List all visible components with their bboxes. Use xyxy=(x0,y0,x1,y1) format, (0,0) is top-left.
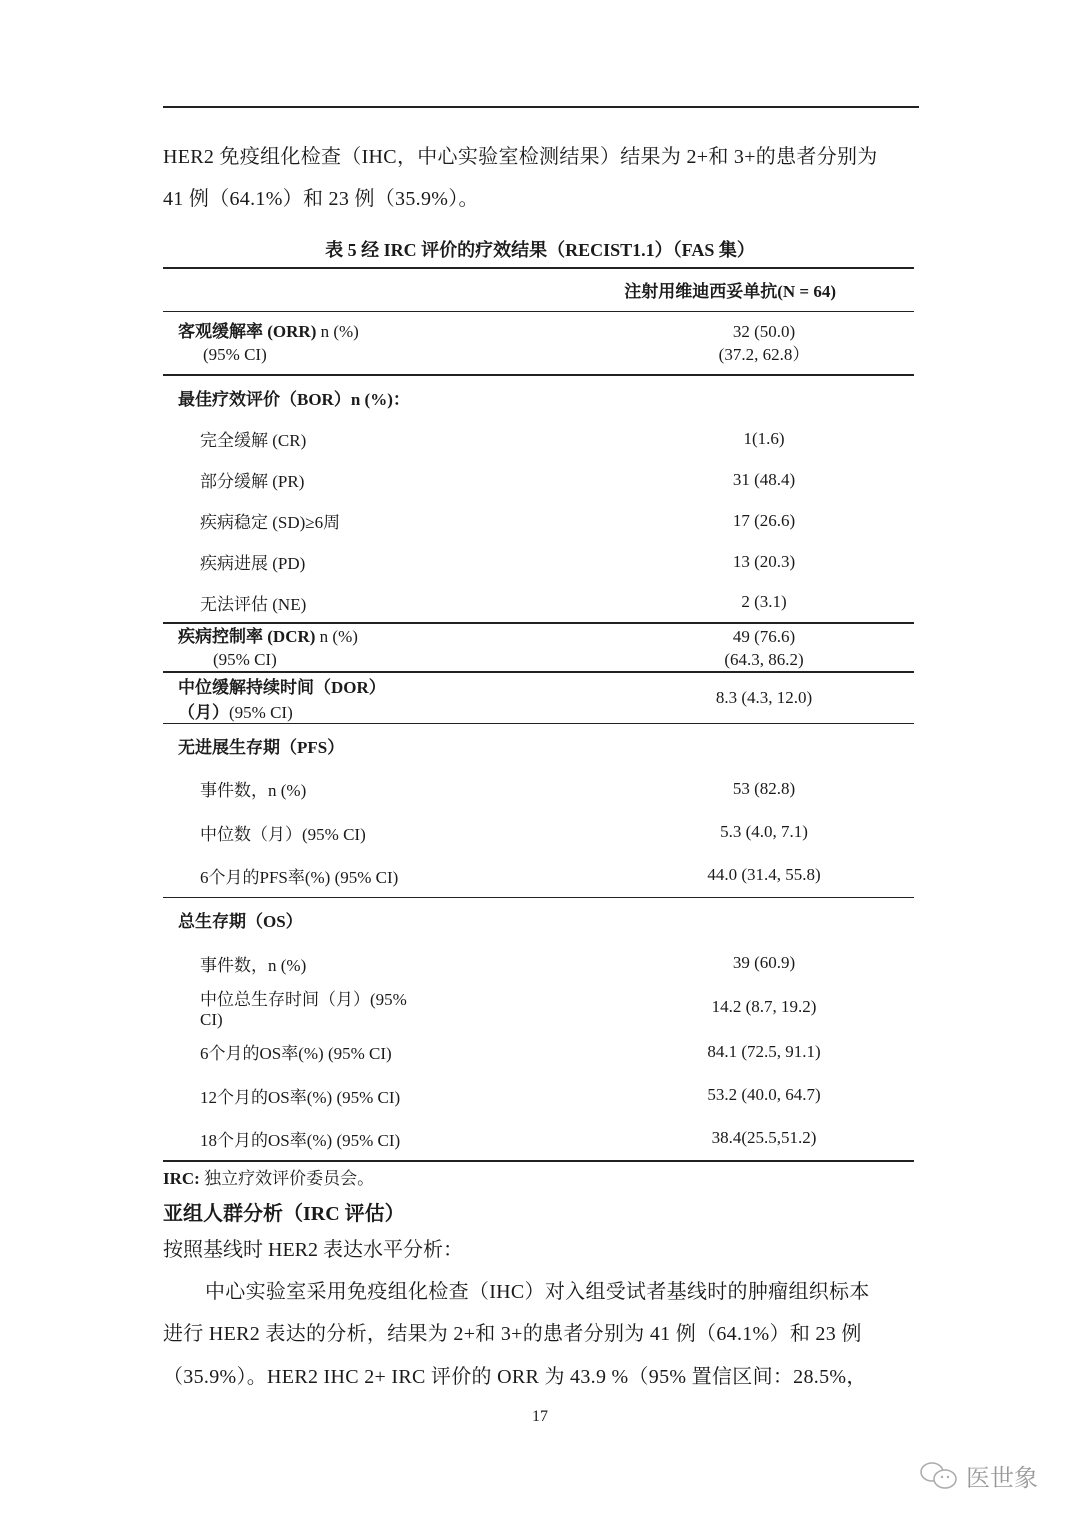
row-value: 14.2 (8.7, 19.2) xyxy=(711,997,817,1016)
row-label: 12个月的OS率(%) (95% CI) xyxy=(200,1087,401,1107)
table-row-pfs-header xyxy=(163,724,914,767)
page-number: 17 xyxy=(532,1408,548,1425)
table-row xyxy=(163,811,914,854)
paragraph-line-3: （35.9%）。HER2 IHC 2+ IRC 评价的 ORR 为 43.9 %（95% 置信区间：28.5%， xyxy=(163,1366,867,1388)
paragraph-line-1: 中心实验室采用免疫组化检查（IHC）对入组受试者基线时的肿瘤组织标本 xyxy=(205,1281,870,1303)
row-value: 2 (3.1) xyxy=(741,592,787,611)
row-label: 事件数，n (%) xyxy=(200,781,307,800)
row-label: 中位总生存时间（月）(95% CI) xyxy=(200,989,407,1029)
table-row xyxy=(163,541,914,582)
footnote-abbr: IRC: xyxy=(163,1169,200,1188)
row-label: 部分缓解 (PR) xyxy=(200,472,305,491)
watermark-text: 医世象 xyxy=(966,1464,1038,1492)
row-value: 53.2 (40.0, 64.7) xyxy=(707,1085,821,1104)
row-value: 39 (60.9) xyxy=(732,953,796,972)
dor-label: 中位缓解持续时间（DOR）（月） xyxy=(178,678,386,722)
table-row-os-header xyxy=(163,898,914,942)
table-row xyxy=(163,1030,914,1074)
table-row-bor-header xyxy=(163,375,914,418)
column-header: 注射用维迪西妥单抗(N = 64) xyxy=(414,268,914,311)
orr-ci-label: (95% CI) xyxy=(203,344,267,364)
orr-label: 客观缓解率 (ORR) xyxy=(178,321,317,341)
dcr-ci: (64.3, 86.2) xyxy=(724,649,804,669)
intro-line-2: 41 例（64.1%）和 23 例（35.9%）。 xyxy=(163,188,479,210)
table-row xyxy=(163,854,914,898)
table-row xyxy=(163,942,914,985)
table-row xyxy=(163,767,914,811)
table-row xyxy=(163,418,914,459)
row-value: 38.4(25.5,51.2) xyxy=(414,1117,914,1161)
footnote-text: 独立疗效评价委员会。 xyxy=(199,1169,375,1188)
table-row xyxy=(163,459,914,500)
table-row xyxy=(163,985,914,1030)
dcr-label-unit: n (%) xyxy=(315,626,358,646)
table-row xyxy=(163,500,914,541)
row-label: 完全缓解 (CR) xyxy=(200,431,307,450)
dor-label-ci: (95% CI) xyxy=(229,703,293,722)
row-label: 疾病稳定 (SD)≥6周 xyxy=(200,513,341,532)
footnote xyxy=(163,1164,374,1189)
row-value: 17 (26.6) xyxy=(732,510,796,530)
dor-value: 8.3 (4.3, 12.0) xyxy=(414,672,914,724)
efficacy-table xyxy=(163,267,914,1162)
row-label: 18个月的OS率(%) (95% CI) xyxy=(163,1117,414,1161)
row-label: 6个月的OS率(%) (95% CI) xyxy=(200,1044,392,1063)
row-label: 中位数（月）(95% CI) xyxy=(200,824,366,844)
intro-line-1: HER2 免疫组化检查（IHC，中心实验室检测结果）结果为 2+和 3+的患者分别为 xyxy=(163,146,878,168)
row-label: 无法评估 (NE) xyxy=(200,594,307,614)
row-value: 44.0 (31.4, 55.8) xyxy=(707,865,821,885)
watermark xyxy=(918,1458,1038,1493)
row-label: 事件数，n (%) xyxy=(200,955,307,975)
table-row-dcr xyxy=(163,623,914,672)
table-header-row xyxy=(163,268,914,311)
row-label: 6个月的PFS率(%) (95% CI) xyxy=(200,867,399,887)
table-caption: 表 5 经 IRC 评价的疗效结果（RECIST1.1）（FAS 集） xyxy=(325,240,755,260)
paragraph-line-2: 进行 HER2 表达的分析，结果为 2+和 3+的患者分别为 41 例（64.1%）和 23 例 xyxy=(163,1323,862,1345)
subgroup-heading: 亚组人群分析（IRC 评估） xyxy=(163,1203,405,1225)
dcr-ci-label: (95% CI) xyxy=(213,649,277,669)
dcr-value: 49 (76.6) xyxy=(732,626,796,646)
table-row-dor xyxy=(163,672,914,724)
table-row xyxy=(163,1074,914,1117)
row-value: 84.1 (72.5, 91.1) xyxy=(707,1041,821,1061)
row-label: 疾病进展 (PD) xyxy=(200,554,306,573)
orr-value: 32 (50.0) xyxy=(732,321,796,341)
wechat-icon xyxy=(918,1459,960,1493)
table-row-orr xyxy=(163,311,914,375)
row-value: 13 (20.3) xyxy=(732,551,796,571)
header-rule xyxy=(163,106,919,108)
table-row xyxy=(163,582,914,623)
pfs-header: 无进展生存期（PFS） xyxy=(163,724,914,767)
dcr-label: 疾病控制率 (DCR) xyxy=(178,626,316,646)
subgroup-subheading: 按照基线时 HER2 表达水平分析： xyxy=(163,1239,463,1261)
bor-header: 最佳疗效评价（BOR）n (%)： xyxy=(163,375,914,418)
row-value: 5.3 (4.0, 7.1) xyxy=(720,822,808,841)
orr-label-unit: n (%) xyxy=(316,321,359,341)
table-row xyxy=(163,1117,914,1161)
os-header: 总生存期（OS） xyxy=(163,898,914,942)
row-value: 53 (82.8) xyxy=(732,778,796,798)
orr-ci: (37.2, 62.8） xyxy=(718,344,810,364)
row-value: 1(1.6) xyxy=(743,428,785,448)
row-value: 31 (48.4) xyxy=(732,469,796,489)
